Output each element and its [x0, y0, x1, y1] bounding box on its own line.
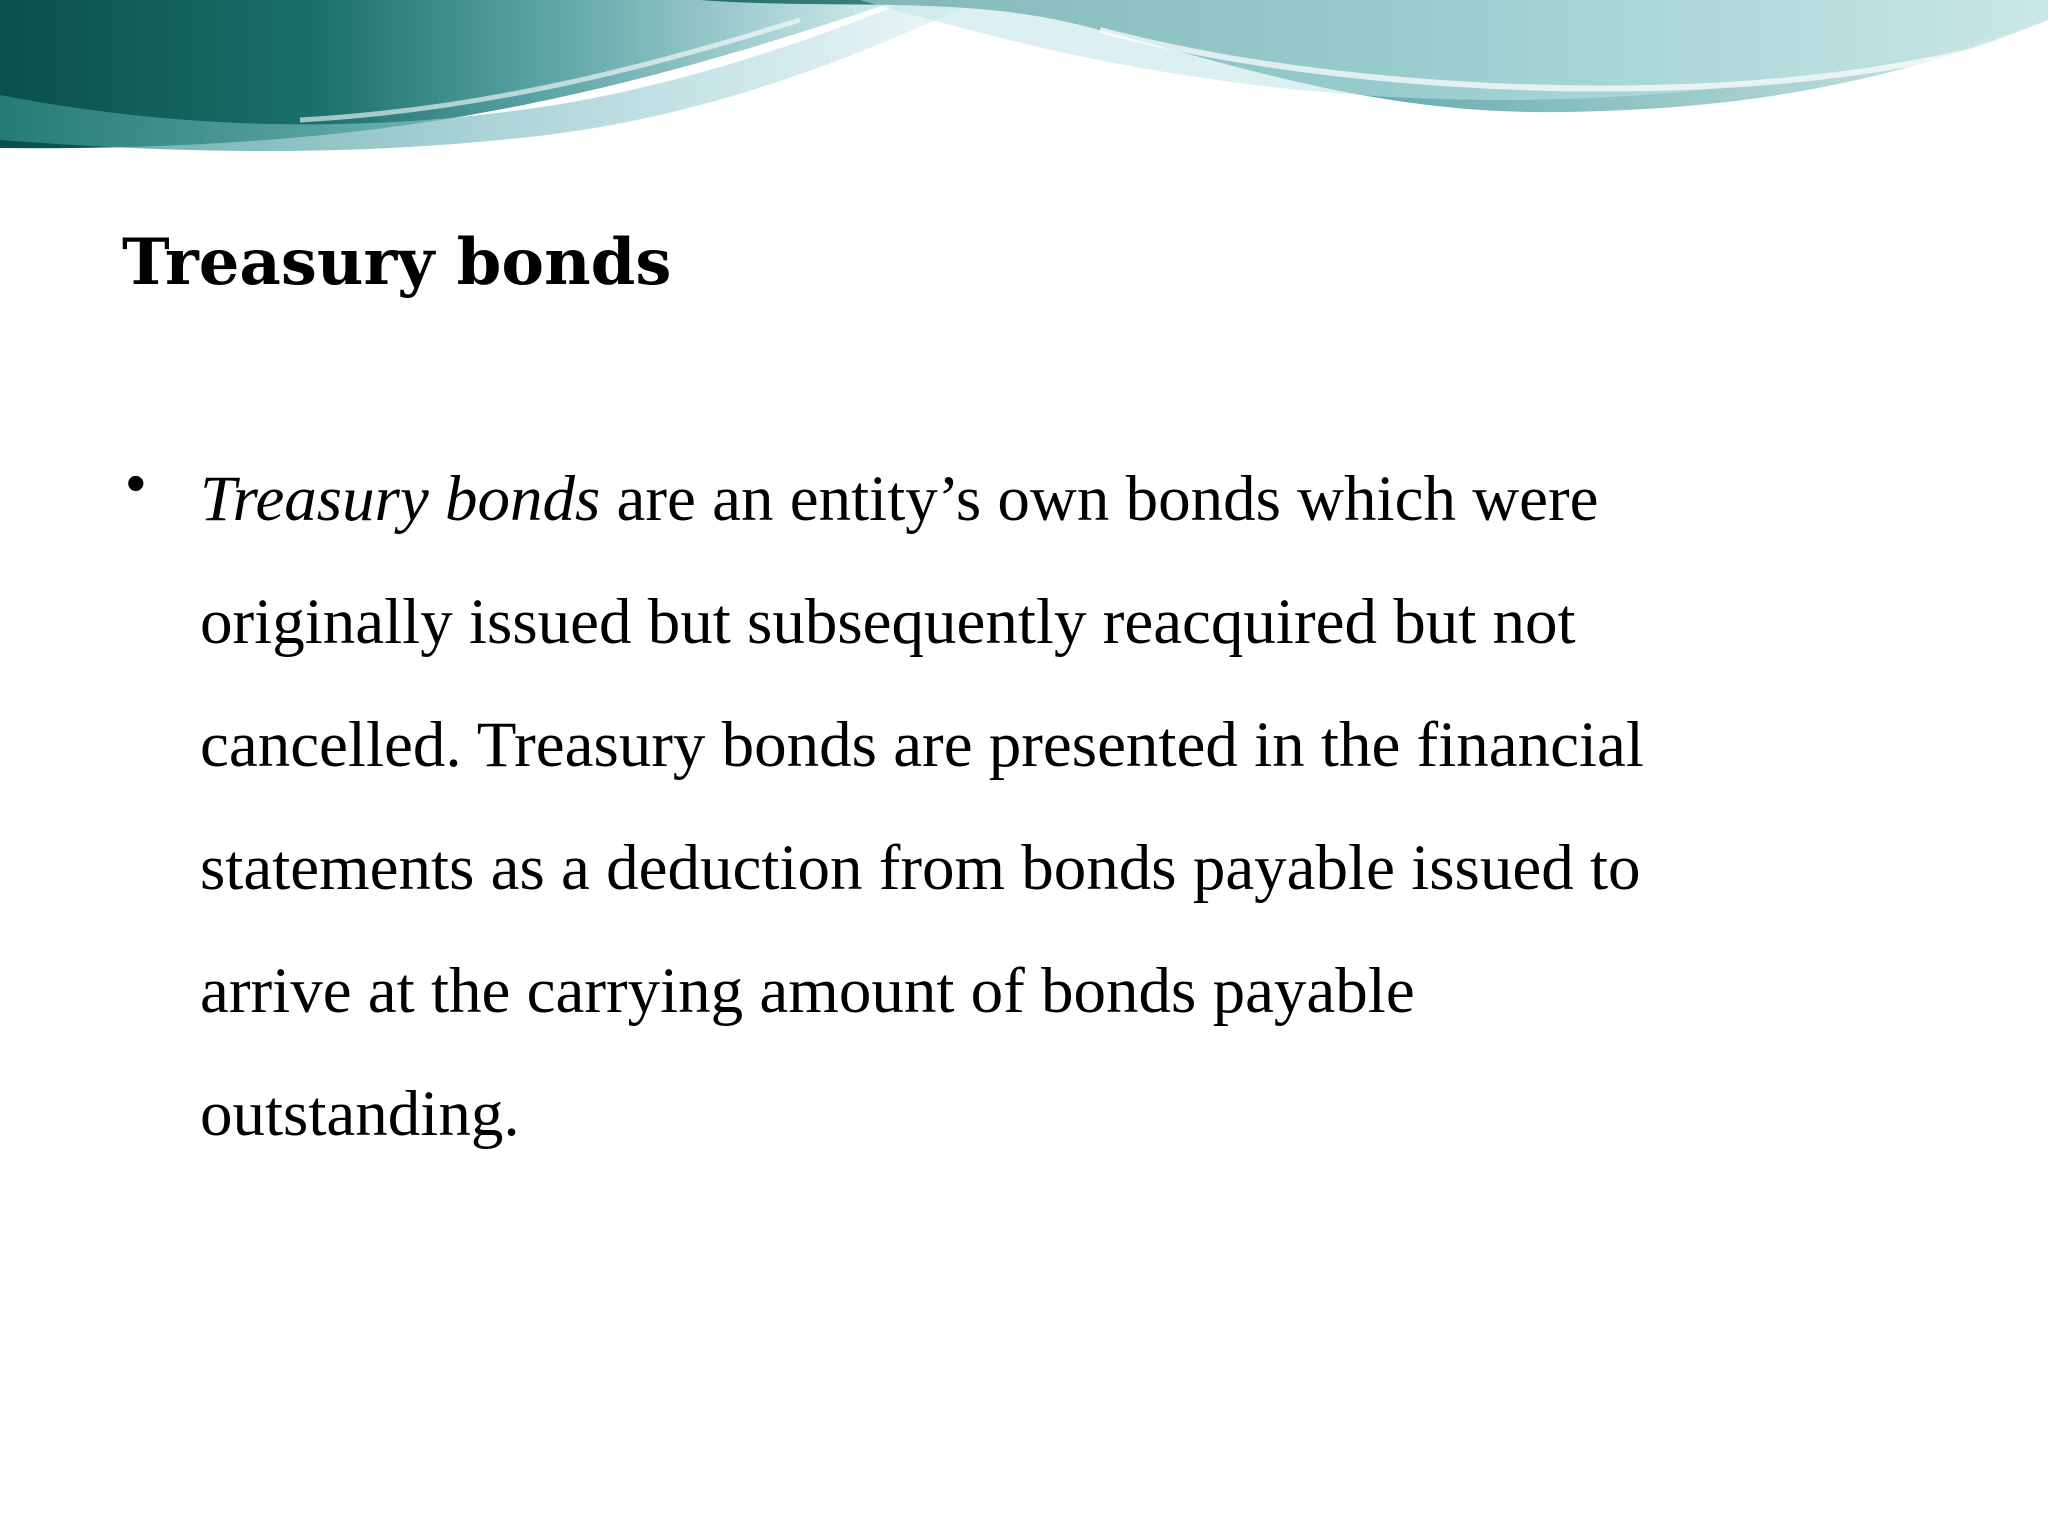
bullet-text-line: cancelled. Treasury bonds are presented in the financial: [200, 709, 1644, 781]
bullet-text-line: outstanding.: [200, 1078, 520, 1150]
bullet-text-line: arrive at the carrying amount of bonds payable: [200, 955, 1415, 1027]
bullet-item: [122, 438, 1902, 1176]
wave-banner-decoration: [0, 0, 2048, 165]
bullet-text-line: are an entity’s own bonds which were: [600, 463, 1599, 535]
bullet-text-line: originally issued but subsequently reacquired but not: [200, 586, 1576, 658]
bullet-term: Treasury bonds: [200, 463, 601, 535]
bullet-line-1: [200, 438, 1902, 561]
bullet-text-line: statements as a deduction from bonds payable issued to: [200, 832, 1641, 904]
bullet-list: [122, 438, 1902, 1176]
slide-title: Treasury bonds: [122, 225, 672, 300]
bullet-icon: •: [126, 451, 146, 514]
